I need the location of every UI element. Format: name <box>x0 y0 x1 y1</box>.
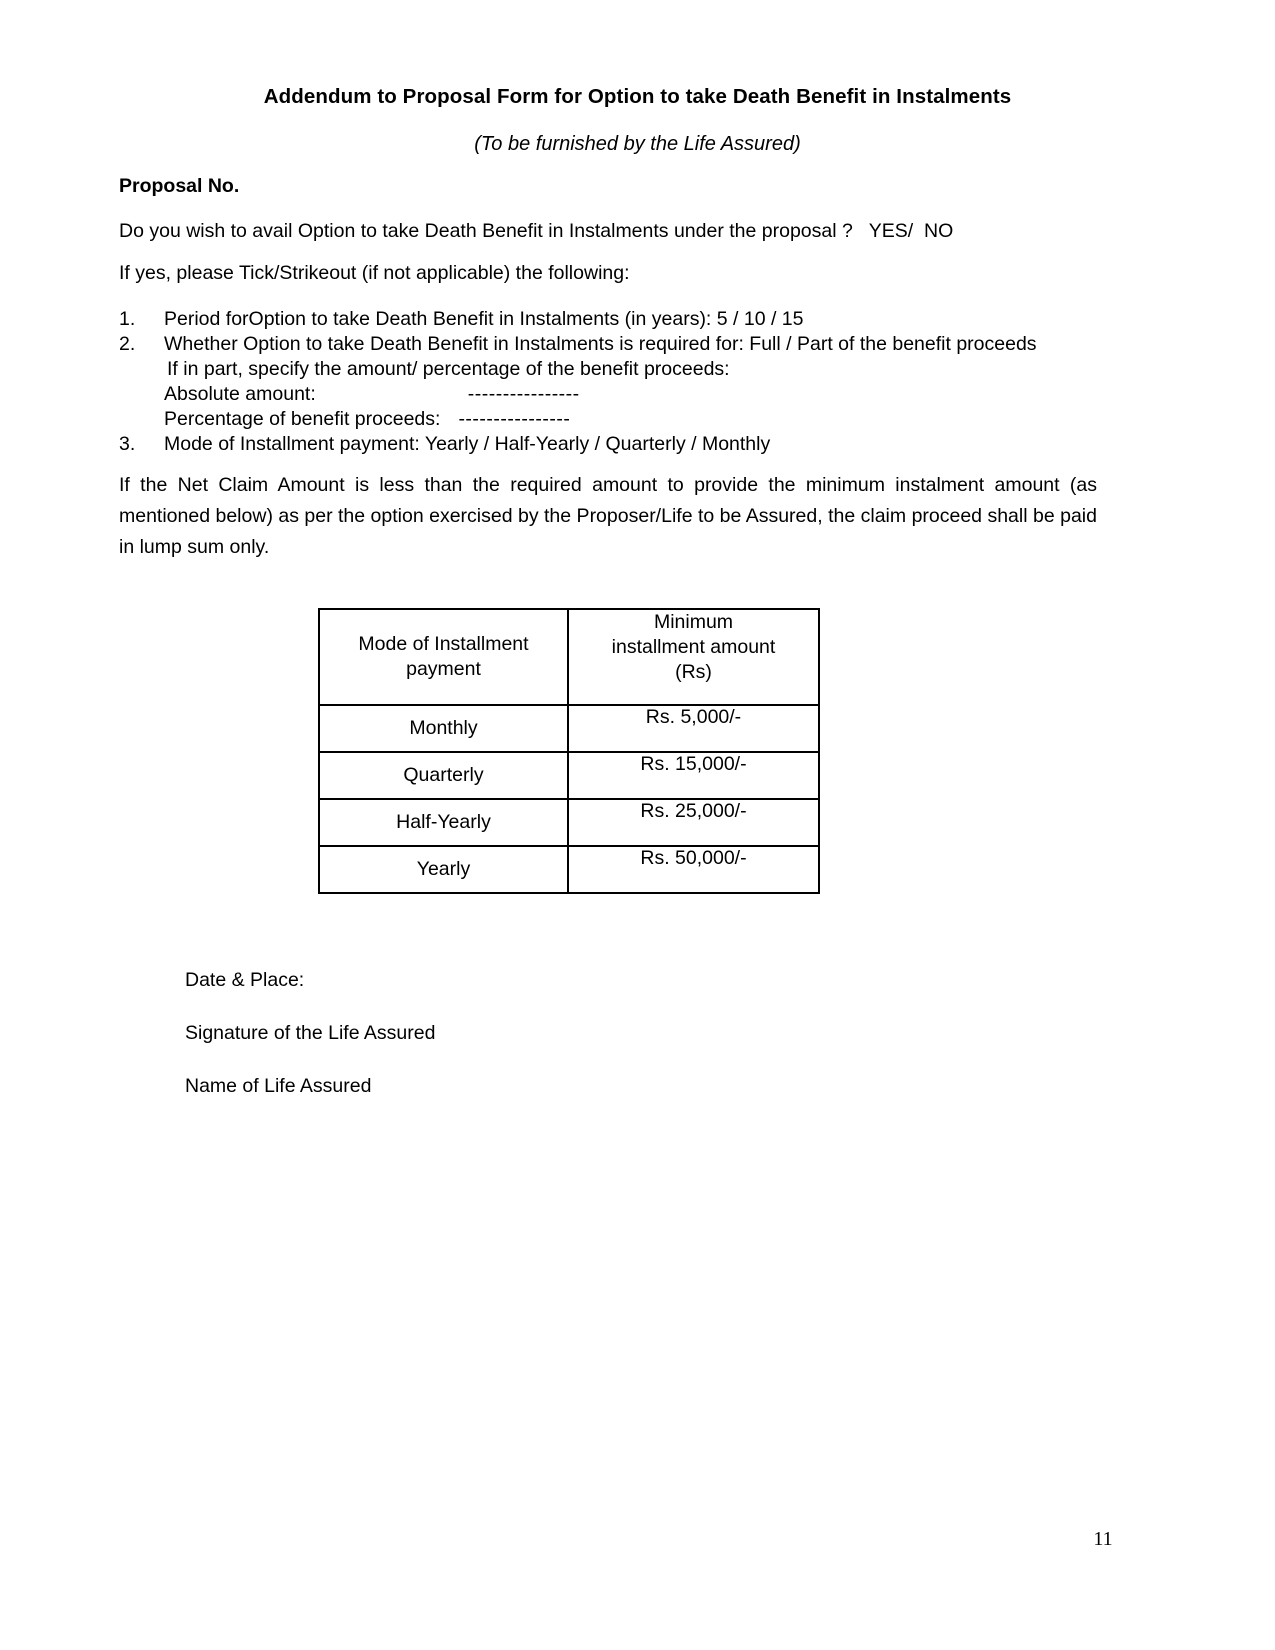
list-item-label: Whether Option to take Death Benefit in Instalments is required for: Full / Part of the benefit proceeds <box>164 333 1037 355</box>
list-item-label: Period forOption to take Death Benefit in Instalments (in years): 5 / 10 / 15 <box>164 308 804 330</box>
list-item <box>119 332 1119 432</box>
column-header-amount-line2: installment amount <box>611 636 776 658</box>
percentage-proceeds-value[interactable]: ---------------- <box>458 408 571 430</box>
table-row <box>319 705 819 752</box>
percentage-proceeds-row <box>164 407 1119 432</box>
list-item-number: 1. <box>119 308 136 330</box>
list-item-number: 2. <box>119 333 136 355</box>
table-row <box>319 846 819 893</box>
list-item <box>119 307 1119 332</box>
cell-mode: Monthly <box>319 705 568 752</box>
proposal-number-label: Proposal No. <box>119 175 240 197</box>
absolute-amount-label: Absolute amount: <box>164 383 316 405</box>
cell-mode: Yearly <box>319 846 568 893</box>
minimum-installment-table-wrapper <box>318 608 818 894</box>
list-item-number: 3. <box>119 433 136 455</box>
column-header-amount-line1: Minimum <box>653 611 734 633</box>
list-item-label: Mode of Installment payment: Yearly / Half-Yearly / Quarterly / Monthly <box>164 433 771 455</box>
page-subtitle: (To be furnished by the Life Assured) <box>474 133 801 155</box>
absolute-amount-row <box>164 382 1119 407</box>
part-specify-instruction: If in part, specify the amount/ percentage of the benefit proceeds: <box>167 358 730 380</box>
signature-block <box>185 968 435 1098</box>
percentage-proceeds-label: Percentage of benefit proceeds: <box>164 408 441 430</box>
column-header-amount-line3: (Rs) <box>675 661 712 683</box>
name-life-assured-label: Name of Life Assured <box>185 1075 372 1097</box>
options-list <box>119 307 1119 457</box>
cell-amount: Rs. 5,000/- <box>568 705 819 752</box>
table-row <box>319 799 819 846</box>
table-row <box>319 752 819 799</box>
absolute-amount-value[interactable]: ---------------- <box>467 383 580 405</box>
signature-life-assured-label: Signature of the Life Assured <box>185 1022 436 1044</box>
cell-amount: Rs. 25,000/- <box>568 799 819 846</box>
list-item <box>119 432 1119 457</box>
cell-amount: Rs. 50,000/- <box>568 846 819 893</box>
cell-mode: Half-Yearly <box>319 799 568 846</box>
page-title: Addendum to Proposal Form for Option to take Death Benefit in Instalments <box>263 85 1012 108</box>
net-claim-notice-paragraph: If the Net Claim Amount is less than the required amount to provide the minimum instalment amount (as mentioned below) as per the option exercised by the Proposer/Life to be Assured, the claim proceed shall be paid in lump sum only. <box>119 474 1097 558</box>
avail-option-question: Do you wish to avail Option to take Death Benefit in Instalments under the proposal ? YES/ NO <box>119 220 954 242</box>
column-header-mode: Mode of Installment payment <box>319 609 568 705</box>
cell-amount: Rs. 15,000/- <box>568 752 819 799</box>
minimum-installment-table <box>318 608 820 894</box>
tick-strikeout-instruction: If yes, please Tick/Strikeout (if not applicable) the following: <box>119 262 630 284</box>
page-number: 11 <box>1093 1528 1113 1550</box>
date-place-label: Date & Place: <box>185 969 305 991</box>
cell-mode: Quarterly <box>319 752 568 799</box>
table-header-row <box>319 609 819 705</box>
column-header-amount <box>568 609 819 705</box>
